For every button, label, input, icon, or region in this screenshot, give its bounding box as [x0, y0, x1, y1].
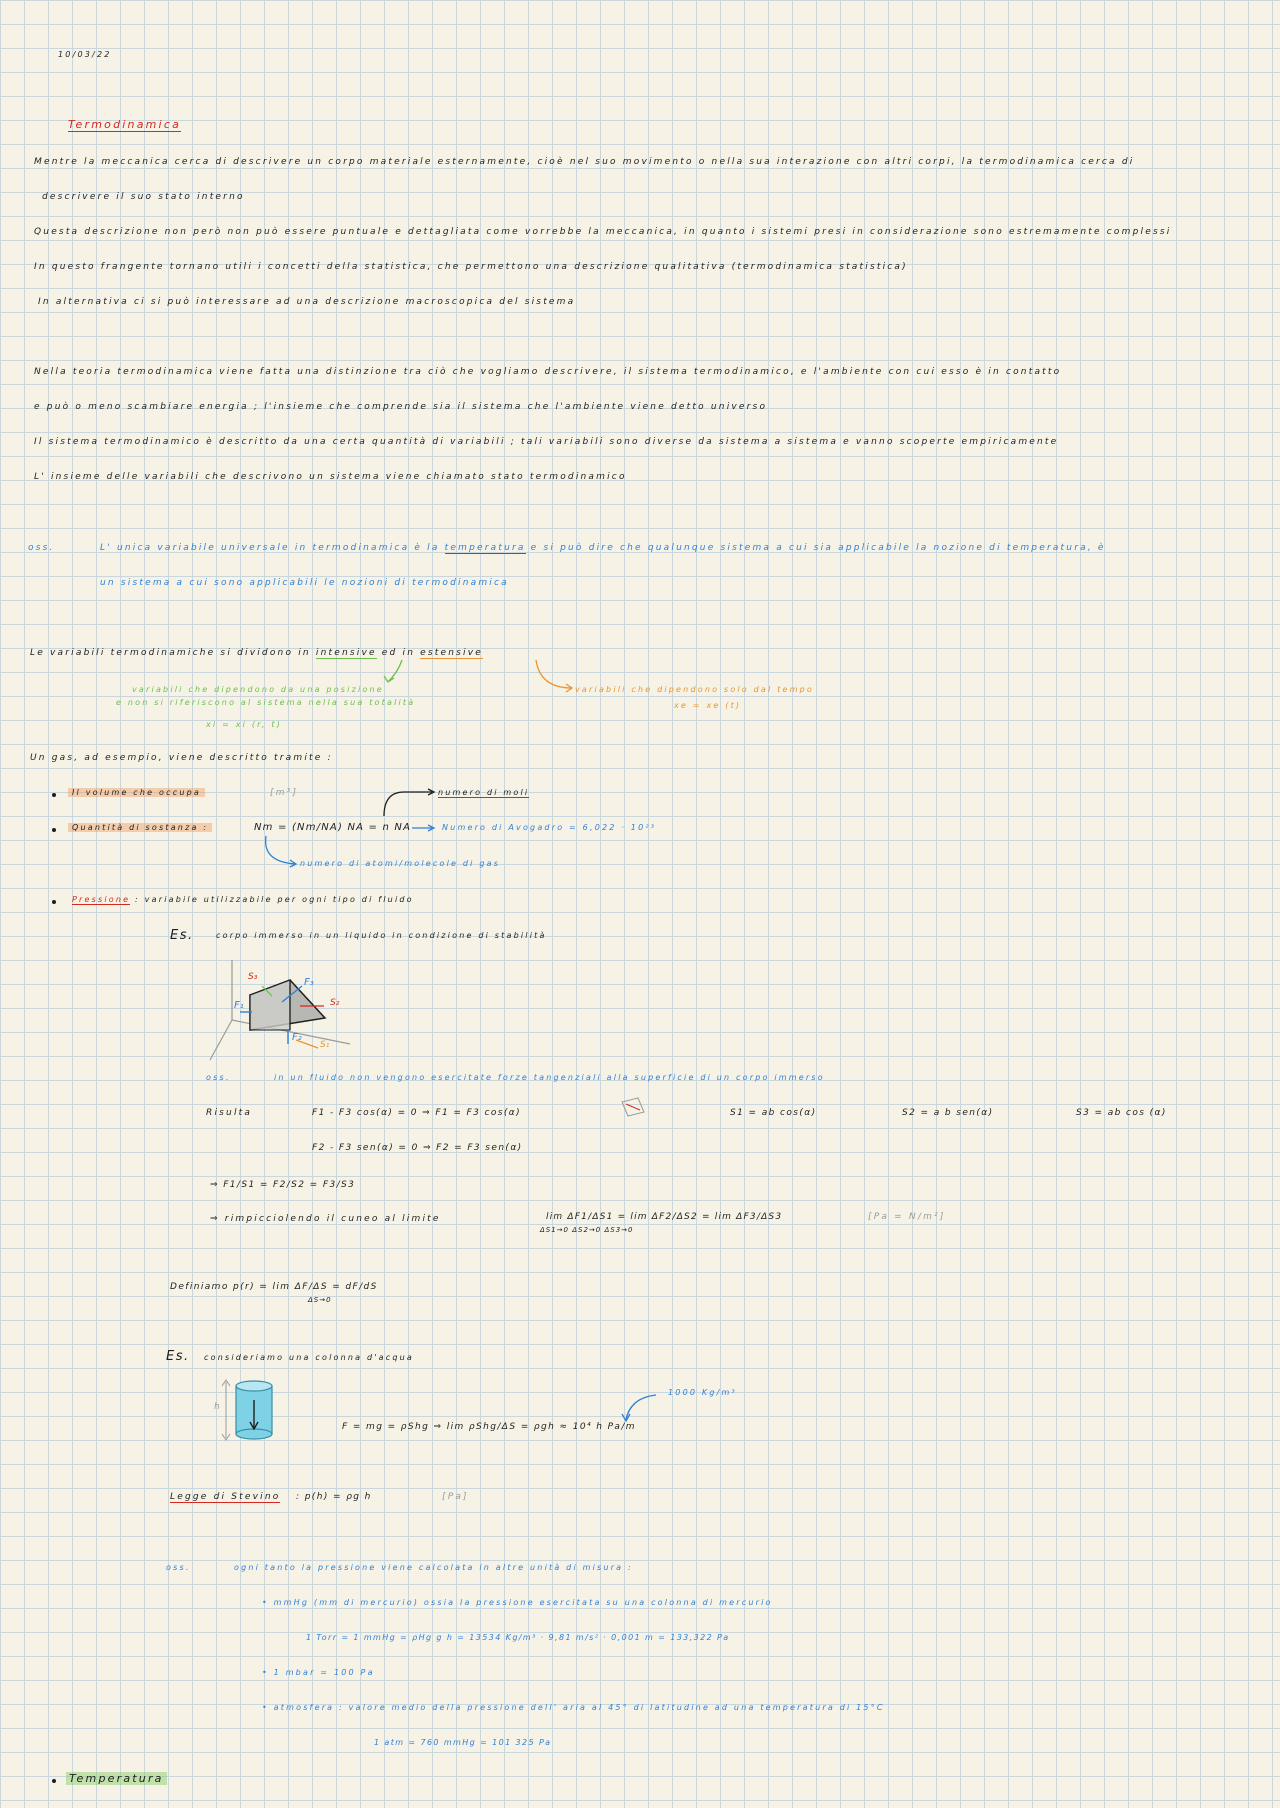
variables-ed-in: ed in — [381, 648, 416, 658]
risulta-label: Risulta — [206, 1108, 253, 1118]
para2-line-3: Il sistema termodinamico è descritto da una certa quantità di variabili ; tali variabili sono diverse da sistema a sistema e vanno scoperte empiricamente — [34, 437, 1059, 447]
intro-line-2: descrivere il suo stato interno — [42, 192, 245, 202]
oss1-line-1b: e si può dire che qualunque sistema a cui sia applicabile la nozione di temperatura, è — [530, 543, 1106, 553]
para2-line-4: L' insieme delle variabili che descrivono un sistema viene chiamato stato termodinamico — [34, 472, 627, 482]
stevino-label-text: Legge di Stevino — [170, 1492, 281, 1502]
page-title: Termodinamica — [68, 118, 182, 131]
extensive-note: variabili che dipendono solo dal tempo — [575, 685, 815, 694]
example2-text: consideriamo una colonna d'acqua — [204, 1353, 415, 1362]
diagram-f3-label: F₃ — [304, 977, 314, 988]
oss2-torr: 1 Torr = 1 mmHg = ρHg g h = 13534 Kg/m³ · 9,81 m/s² · 0,001 m = 133,322 Pa — [306, 1633, 730, 1642]
oss1-temperature: temperatura — [444, 543, 526, 553]
intro-line-3: Questa descrizione non però non può essere puntuale e dettagliata come vorrebbe la meccanica, in quanto i sistemi presi in considerazione sono estremamente complessi — [34, 227, 1172, 237]
oss1-label: oss. — [28, 543, 55, 553]
example1-label: Es. — [170, 928, 194, 943]
intensive-note-2: e non si riferiscono al sistema nella sua totalità — [116, 698, 416, 707]
gas-intro: Un gas, ad esempio, viene descritto tramite : — [30, 753, 333, 763]
example2-label: Es. — [166, 1349, 190, 1364]
intro-line-4: In questo frangente tornano utili i concetti della statistica, che permettono una descrizione qualitativa (termodinamica statistica) — [34, 262, 908, 272]
oss2-atm-value: 1 atm = 760 mmHg = 101 325 Pa — [374, 1738, 552, 1747]
intensive-word: intensive — [315, 648, 377, 658]
shrink-line: ⇒ rimpicciolendo il cuneo al limite — [210, 1214, 441, 1224]
page-date: 10/03/22 — [58, 50, 112, 59]
pressure-desc: : variabile utilizzabile per ogni tipo di fluido — [135, 895, 414, 904]
oss1-line-1a: L' unica variabile universale in termodinamica è la — [100, 543, 440, 553]
diagram-s1-label: S₁ — [320, 1040, 330, 1050]
intro-line-1: Mentre la meccanica cerca di descrivere un corpo materiale esternamente, cioè nel suo movimento o nella sua interazione con altri corpi, la termodinamica cerca di — [34, 157, 1135, 167]
column-h-label: h — [214, 1402, 220, 1412]
intensive-note-1: variabili che dipendono da una posizione — [132, 685, 384, 694]
oss2-text: ogni tanto la pressione viene calcolata in altre unità di misura : — [234, 1563, 633, 1572]
example1-oss-label: oss. — [206, 1073, 231, 1082]
example2-formula: F = mg = ρShg ⇒ lim ρShg/ΔS = ρgh ≈ 10⁴ h Pa/m — [342, 1422, 636, 1432]
s1-formula: S1 = ab cos(α) — [730, 1108, 817, 1118]
example1-oss-text: in un fluido non vengono esercitate forze tangenziali alla superficie di un corpo immerso — [274, 1073, 825, 1082]
s3-formula: S3 = ab cos (α) — [1076, 1108, 1167, 1118]
limits-line: lim ΔF1/ΔS1 = lim ΔF2/ΔS2 = lim ΔF3/ΔS3 — [546, 1212, 783, 1222]
equation-2: F2 - F3 sen(α) = 0 ⇒ F2 = F3 sen(α) — [312, 1143, 523, 1153]
volume-label-text: Il volume che occupa — [68, 788, 205, 797]
oss1-line-2: un sistema a cui sono applicabili le nozioni di termodinamica — [100, 578, 509, 588]
diagram-f1-label: F₁ — [234, 1000, 244, 1011]
example2-annotation: 1000 Kg/m³ — [668, 1388, 737, 1397]
define-sub: ΔS→0 — [308, 1296, 332, 1304]
moles-label-text: numero di moli — [438, 788, 530, 797]
limits-sub: ΔS1→0 ΔS2→0 ΔS3→0 — [540, 1226, 634, 1234]
diagram-s3-label: S₃ — [248, 972, 258, 982]
s2-formula: S2 = a b sen(α) — [902, 1108, 994, 1118]
atoms-label: numero di atomi/molecole di gas — [300, 859, 501, 868]
quantity-label-text: Quantità di sostanza : — [68, 823, 212, 832]
oss2-label: oss. — [166, 1563, 191, 1572]
pa-unit: [Pa = N/m²] — [868, 1212, 946, 1222]
intensive-formula: xi = xi (r, t) — [206, 720, 283, 729]
volume-unit: [m³] — [270, 788, 299, 798]
example1-text: corpo immerso in un liquido in condizione di stabilità — [216, 931, 547, 940]
intro-line-5: In alternativa ci si può interessare ad una descrizione macroscopica del sistema — [38, 297, 576, 307]
variables-intro: Le variabili termodinamiche si dividono in — [30, 648, 311, 658]
avogadro-label: Numero di Avogadro = 6,022 · 10²³ — [442, 823, 657, 832]
temperature-text: Temperatura — [66, 1772, 167, 1785]
equation-1: F1 - F3 cos(α) = 0 ⇒ F1 = F3 cos(α) — [312, 1108, 522, 1118]
oss2-mmhg: • mmHg (mm di mercurio) ossia la pressione esercitata su una colonna di mercurio — [262, 1598, 773, 1607]
extensive-formula: xe = xe (t) — [674, 701, 742, 710]
stevino-formula: : p(h) = ρg h — [296, 1492, 372, 1502]
quantity-formula: Nm = (Nm/NA) NA = n NA — [254, 822, 412, 833]
oss2-mbar: • 1 mbar = 100 Pa — [262, 1668, 375, 1677]
oss2-atm: • atmosfera : valore medio della pressione dell' aria al 45° di latitudine ad una temperatura di 15°C — [262, 1703, 885, 1712]
bullet-temperature — [52, 1779, 56, 1783]
extensive-word: estensive — [420, 648, 484, 658]
define-line: Definiamo p(r) = lim ΔF/ΔS = dF/dS — [170, 1282, 378, 1292]
diagram-s2-label: S₂ — [330, 998, 340, 1008]
pressure-label: Pressione — [72, 895, 131, 904]
stevino-label — [170, 1492, 280, 1502]
temperature-heading — [66, 1772, 167, 1785]
para2-line-2: e può o meno scambiare energia ; l'insieme che comprende sia il sistema che l'ambiente viene detto universo — [34, 402, 768, 412]
stevino-unit: [Pa] — [442, 1492, 469, 1502]
diagram-f2-label: F₂ — [292, 1032, 302, 1043]
ratio-line: ⇒ F1/S1 = F2/S2 = F3/S3 — [210, 1180, 356, 1190]
para2-line-1: Nella teoria termodinamica viene fatta una distinzione tra ciò che vogliamo descrivere, il sistema termodinamico, e l'ambiente con cui esso è in contatto — [34, 367, 1062, 377]
